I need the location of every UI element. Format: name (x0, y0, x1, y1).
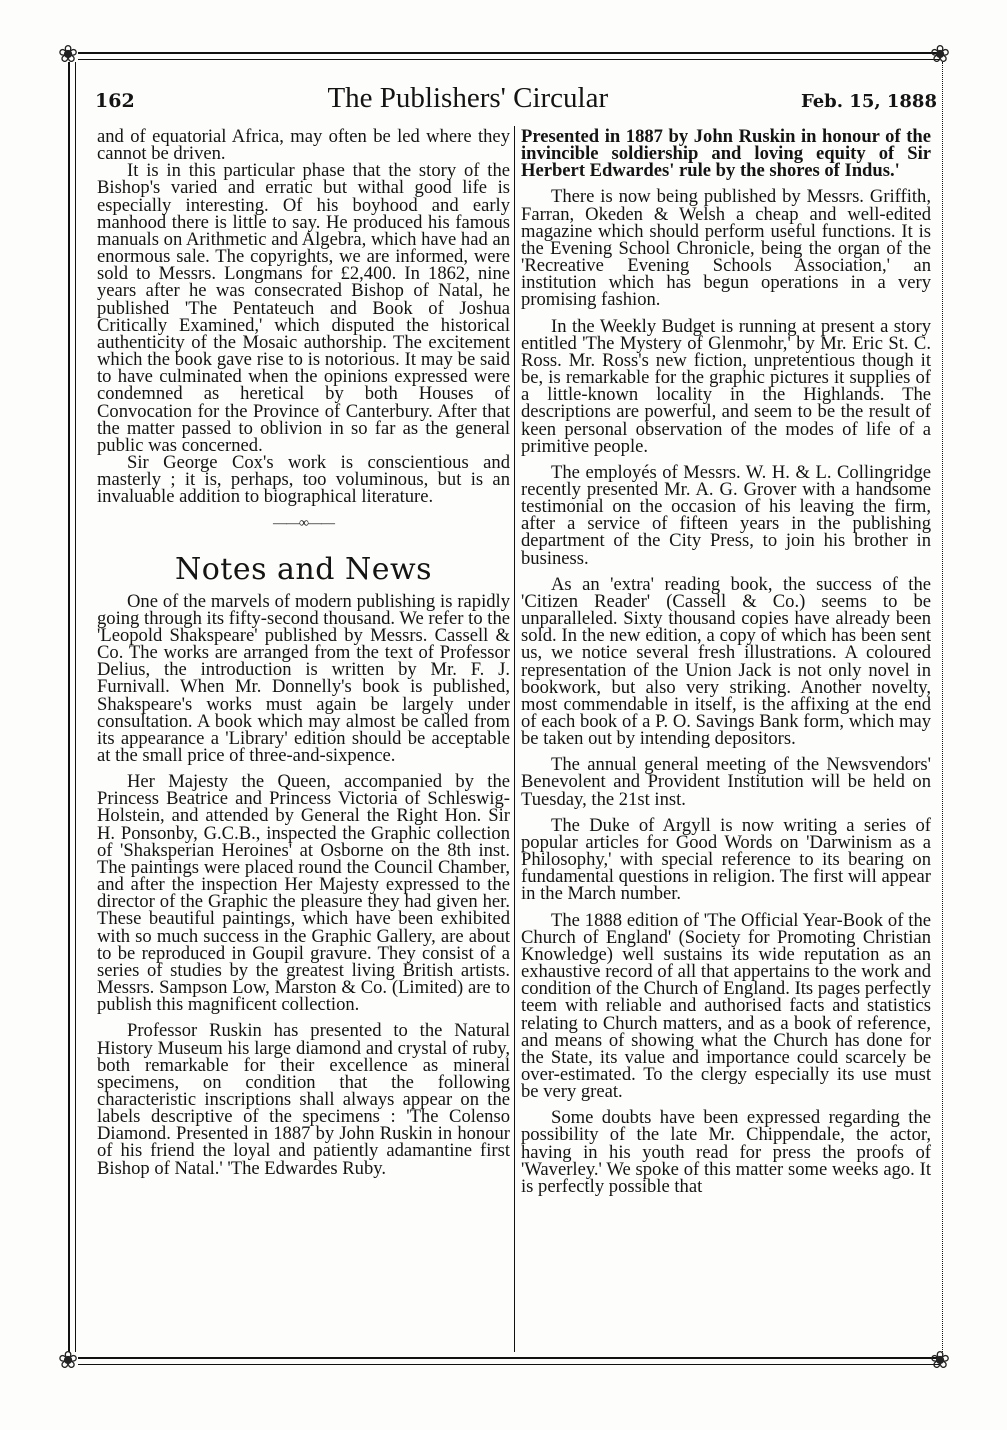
article-paragraph: and of equatorial Africa, may often be led where they cannot be driven. (97, 126, 510, 165)
section-divider-ornament: ——∞—— (273, 516, 334, 532)
corner-ornament-top-right: ❀ (930, 40, 951, 68)
corner-ornament-top-left: ❀ (58, 40, 79, 68)
publication-title: The Publishers' Circular (327, 82, 609, 114)
news-paragraph: The annual general meeting of the Newsvendors' Benevolent and Provident Institution will be held on Tuesday, the 21st inst. (521, 754, 931, 810)
bottom-border-rule-inner (78, 1364, 940, 1365)
news-paragraph: The Duke of Argyll is now writing a series of popular articles for Good Words on 'Darwinism as a Philosophy,' with special reference to its bearing on fundamental questions in religion. The first will appear in the March number. (521, 814, 931, 905)
corner-ornament-bottom-right: ❀ (930, 1346, 951, 1374)
news-paragraph: Presented in 1887 by John Ruskin in honour of the invincible soldiership and loving equity of Sir Herbert Edwardes' rule by the shores of Indus.' (521, 126, 931, 182)
news-paragraph: The 1888 edition of 'The Official Year-Book of the Church of England' (Society for Promoting Christian Knowledge) well sustains its wide reputation as an exhaustive record of all that appertains to the work and condition of the Church of England. Its pages perfectly teem with reliable and authorised facts and statistics relating to Church matters, and as a book of reference, and means of showing what the Church has done for the State, its value and importance could scarcely be over-estimated. To the clergy especially its use must be very great. (521, 909, 931, 1103)
corner-ornament-bottom-left: ❀ (58, 1346, 79, 1374)
news-paragraph: Some doubts have been expressed regarding the possibility of the late Mr. Chippendale, the actor, having in his youth read for press the proofs of 'Waverley.' We spoke of this matter some weeks ago. It is perfectly possible that (521, 1107, 931, 1197)
right-column (521, 128, 931, 1195)
page-number: 162 (95, 90, 135, 112)
left-border-rule-outer (68, 62, 70, 1352)
section-heading-notes-and-news: Notes and News (174, 551, 433, 587)
article-paragraph: It is in this particular phase that the story of the Bishop's varied and erratic but withal good life is especially interesting. Of his boyhood and early manhood there is little to say. He produced his famous manuals on Arithmetic and Algebra, which have had an enormous sale. The copyrights, we are informed, were sold to Messrs. Longmans for £2,400. In 1862, nine years after he was consecrated Bishop of Natal, he published 'The Pentateuch and Book of Joshua Critically Examined,' which disputed the historical authenticity of the Mosaic authorship. The excitement which the book gave rise to is notorious. It may be said to have culminated when the opinions expressed were condemned as heretical by both Houses of Convocation for the Province of Canterbury. After that the matter passed to oblivion in so far as the general public was concerned. (97, 160, 510, 456)
running-header (95, 82, 937, 116)
news-paragraph: The employés of Messrs. W. H. & L. Collingridge recently presented Mr. A. G. Grover with a handsome testimonial on the occasion of his leaving the firm, after a service of fifteen years in the publishing department of the City Press, to join his brother in business. (521, 461, 931, 569)
left-border-rule-inner (75, 62, 76, 1352)
news-paragraph: Her Majesty the Queen, accompanied by the Princess Beatrice and Princess Victoria of Schleswig-Holstein, and attended by General the Right Hon. Sir H. Ponsonby, G.C.B., inspected the Graphic collection of 'Shaksperian Heroines' at Osborne on the 8th inst. The paintings were placed round the Council Chamber, and after the inspection Her Majesty expressed to the director of the Graphic the pleasure they had given her. These beautiful paintings, which have been exhibited with so much success in the Graphic Gallery, are about to be reproduced in Goupil gravure. They consist of a series of studies by the greatest living British artists. Messrs. Sampson Low, Marston & Co. (Limited) are to publish this magnificent collection. (97, 771, 510, 1016)
right-border-rule (942, 62, 943, 1352)
article-paragraph: Sir George Cox's work is conscientious and masterly ; it is, perhaps, too voluminous, but is an invaluable addition to biographical literature. (97, 451, 510, 508)
news-paragraph: There is now being published by Messrs. Griffith, Farran, Okeden & Welsh a cheap and well-edited magazine which should perform useful functions. It is the Evening School Chronicle, being the organ of the 'Recreative Evening Schools Association,' an institution which has begun operations in a very promising fashion. (521, 186, 931, 311)
top-border-rule-inner (78, 59, 940, 60)
column-divider-rule (514, 126, 515, 1352)
top-border-rule-outer (78, 52, 940, 54)
news-paragraph: As an 'extra' reading book, the success of the 'Citizen Reader' (Cassell & Co.) seems to be unparalleled. Sixty thousand copies have already been sold. In the new edition, a copy of which has been sent us, we notice several fresh illustrations. A coloured representation of the Union Jack is not only novel in bookwork, but also very striking. Another novelty, most commendable in itself, is the affixing at the end of each book of a P. O. Savings Bank form, which may be taken out by intending depositors. (521, 573, 931, 750)
issue-date: Feb. 15, 1888 (800, 91, 937, 112)
left-column (97, 128, 510, 1177)
bottom-border-rule-outer (78, 1357, 940, 1359)
news-paragraph: Professor Ruskin has presented to the Natural History Museum his large diamond and crystal of ruby, both remarkable for their excellence as mineral specimens, on condition that the following characteristic inscriptions shall always appear on the labels descriptive of the specimens : 'The Colenso Diamond. Presented in 1887 by John Ruskin in honour of his friend the loyal and patiently adamantine first Bishop of Natal.' 'The Edwardes Ruby. (97, 1020, 510, 1179)
news-paragraph: In the Weekly Budget is running at present a story entitled 'The Mystery of Glenmohr,' by Mr. Eric St. C. Ross. Mr. Ross's new fiction, unpretentious though it be, is remarkable for the graphic pictures it supplies of a little-known locality in the Highlands. The descriptions are powerful, and seem to be the result of keen personal observation of the modes of life of a primitive people. (521, 315, 931, 457)
news-paragraph: One of the marvels of modern publishing is rapidly going through its fifty-second thousand. We refer to the 'Leopold Shakspeare' published by Messrs. Cassell & Co. The works are arranged from the text of Professor Delius, the introduction is written by Mr. F. J. Furnivall. When Mr. Donnelly's book is published, Shakspeare's works must again be largely under consultation. A book which may almost be called from its appearance a 'Library' edition should be acceptable at the small price of three-and-sixpence. (97, 590, 510, 766)
